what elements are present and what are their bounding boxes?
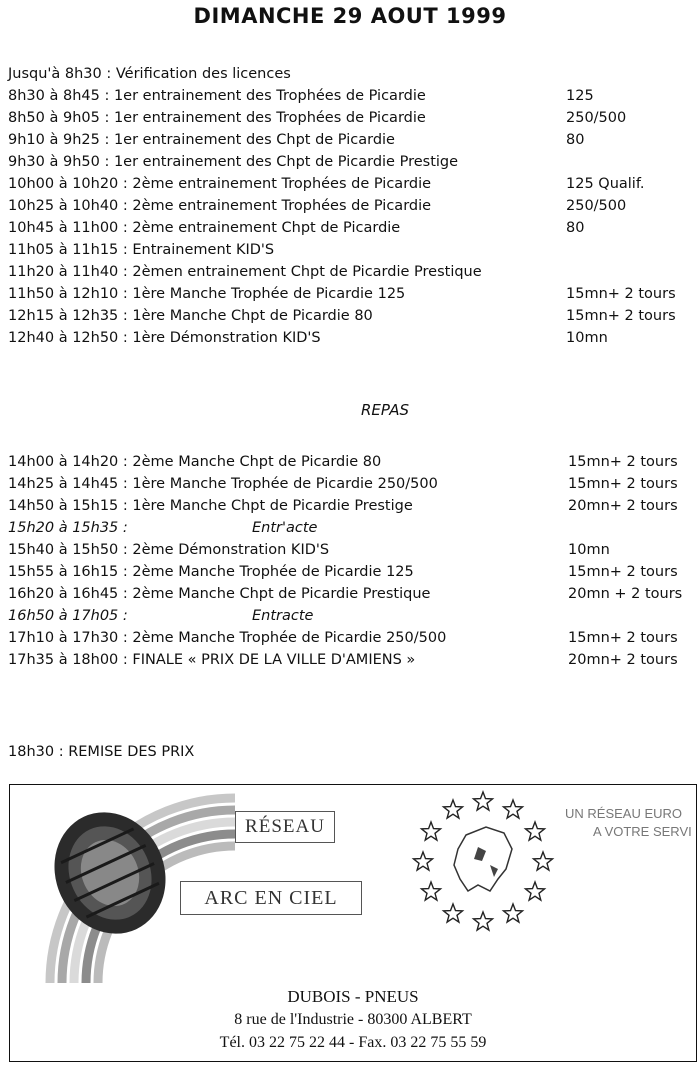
- schedule-duration: 20mn+ 2 tours: [568, 498, 678, 514]
- star-icon: [534, 852, 553, 870]
- reseau-europe-text: [565, 805, 692, 841]
- schedule-time-event: 16h20 à 16h45 : 2ème Manche Chpt de Picardie Prestique: [8, 586, 431, 602]
- schedule-row: [8, 88, 698, 110]
- schedule-time-event: 14h50 à 15h15 : 1ère Manche Chpt de Picardie Prestige: [8, 498, 413, 514]
- lunch-break-heading: REPAS: [361, 401, 409, 419]
- schedule-time-event: 9h30 à 9h50 : 1er entrainement des Chpt de Picardie Prestige: [8, 154, 459, 170]
- schedule-time-event: 9h10 à 9h25 : 1er entrainement des Chpt de Picardie: [8, 132, 395, 148]
- schedule-time-event: 12h15 à 12h35 : 1ère Manche Chpt de Picardie 80: [8, 308, 373, 324]
- dealer-name: DUBOIS - PNEUS: [287, 987, 419, 1006]
- schedule-duration: 15mn+ 2 tours: [568, 454, 678, 470]
- star-icon: [474, 912, 493, 930]
- schedule-row: [8, 564, 698, 586]
- schedule-time-event: 8h50 à 9h05 : 1er entrainement des Trophées de Picardie: [8, 110, 426, 126]
- schedule-time-event: 11h50 à 12h10 : 1ère Manche Trophée de Picardie 125: [8, 286, 406, 302]
- schedule-row: [8, 198, 698, 220]
- schedule-time-event: Jusqu'à 8h30 : Vérification des licences: [8, 66, 291, 82]
- schedule-row: [8, 542, 698, 564]
- schedule-row: [8, 66, 698, 88]
- star-icon: [504, 904, 523, 922]
- star-icon: [526, 822, 545, 840]
- page-title: DIMANCHE 29 AOUT 1999: [193, 4, 507, 28]
- schedule-duration: 15mn+ 2 tours: [568, 564, 678, 580]
- schedule-duration: 15mn+ 2 tours: [566, 308, 676, 324]
- star-icon: [526, 882, 545, 900]
- schedule-duration: 10mn: [566, 330, 608, 346]
- star-icon: [444, 904, 463, 922]
- schedule-duration: 125 Qualif.: [566, 176, 645, 192]
- schedule-time-event: 14h00 à 14h20 : 2ème Manche Chpt de Picardie 80: [8, 454, 382, 470]
- intermission-label: Entr'acte: [252, 520, 318, 536]
- schedule-row: [8, 608, 698, 630]
- schedule-time-event: 14h25 à 14h45 : 1ère Manche Trophée de Picardie 250/500: [8, 476, 438, 492]
- schedule-row: [8, 308, 698, 330]
- reseau-euro-line2: A VOTRE SERVI: [593, 824, 692, 839]
- schedule-row: [8, 242, 698, 264]
- star-icon: [504, 800, 523, 818]
- schedule-time-event: 11h20 à 11h40 : 2èmen entrainement Chpt de Picardie Prestique: [8, 264, 482, 280]
- european-stars-map-icon: [408, 787, 558, 937]
- schedule-row: [8, 586, 698, 608]
- schedule-time-event: 15h20 à 15h35 :: [8, 520, 128, 536]
- schedule-time-event: 17h10 à 17h30 : 2ème Manche Trophée de Picardie 250/500: [8, 630, 447, 646]
- intermission-label: Entracte: [252, 608, 314, 624]
- schedule-row: [8, 652, 698, 674]
- schedule-row: [8, 630, 698, 652]
- schedule-duration: 15mn+ 2 tours: [566, 286, 676, 302]
- schedule-time-event: 10h00 à 10h20 : 2ème entrainement Trophées de Picardie: [8, 176, 432, 192]
- schedule-row: [8, 520, 698, 542]
- sponsor-advertisement: [9, 784, 697, 1062]
- schedule-duration: 20mn+ 2 tours: [568, 652, 678, 668]
- schedule-row: [8, 498, 698, 520]
- schedule-row: [8, 454, 698, 476]
- schedule-duration: 20mn + 2 tours: [568, 586, 683, 602]
- schedule-duration: 80: [566, 220, 585, 236]
- schedule-duration: 15mn+ 2 tours: [568, 630, 678, 646]
- schedule-row: [8, 132, 698, 154]
- arc-en-ciel-label: ARC EN CIEL: [180, 881, 362, 915]
- schedule-row: [8, 286, 698, 308]
- schedule-time-event: 12h40 à 12h50 : 1ère Démonstration KID'S: [8, 330, 321, 346]
- schedule-duration: 250/500: [566, 198, 627, 214]
- schedule-time-event: 8h30 à 8h45 : 1er entrainement des Trophées de Picardie: [8, 88, 426, 104]
- schedule-duration: 250/500: [566, 110, 627, 126]
- schedule-row: [8, 264, 698, 286]
- schedule-row: [8, 476, 698, 498]
- schedule-time-event: 17h35 à 18h00 : FINALE « PRIX DE LA VILLE D'AMIENS »: [8, 652, 416, 668]
- reseau-euro-line1: UN RÉSEAU EURO: [565, 806, 683, 821]
- schedule-duration: 10mn: [568, 542, 610, 558]
- star-icon: [414, 852, 433, 870]
- schedule-row: [8, 220, 698, 242]
- dealer-address-block: [10, 985, 696, 1054]
- schedule-time-event: 11h05 à 11h15 : Entrainement KID'S: [8, 242, 275, 258]
- star-icon: [422, 822, 441, 840]
- schedule-row: [8, 110, 698, 132]
- dealer-phone: Tél. 03 22 75 22 44 - Fax. 03 22 75 55 59: [219, 1034, 487, 1051]
- schedule-row: [8, 154, 698, 176]
- prize-ceremony: 18h30 : REMISE DES PRIX: [8, 744, 195, 760]
- schedule-time-event: 10h25 à 10h40 : 2ème entrainement Trophées de Picardie: [8, 198, 432, 214]
- schedule-time-event: 15h55 à 16h15 : 2ème Manche Trophée de Picardie 125: [8, 564, 414, 580]
- star-icon: [444, 800, 463, 818]
- star-icon: [474, 792, 493, 810]
- schedule-duration: 80: [566, 132, 585, 148]
- schedule-time-event: 10h45 à 11h00 : 2ème entrainement Chpt de Picardie: [8, 220, 401, 236]
- dealer-address: 8 rue de l'Industrie - 80300 ALBERT: [234, 1011, 472, 1028]
- star-icon: [422, 882, 441, 900]
- reseau-label: RÉSEAU: [235, 811, 335, 843]
- schedule-time-event: 16h50 à 17h05 :: [8, 608, 128, 624]
- schedule-row: [8, 330, 698, 352]
- schedule-time-event: 15h40 à 15h50 : 2ème Démonstration KID'S: [8, 542, 330, 558]
- schedule-duration: 15mn+ 2 tours: [568, 476, 678, 492]
- schedule-duration: 125: [566, 88, 594, 104]
- schedule-row: [8, 176, 698, 198]
